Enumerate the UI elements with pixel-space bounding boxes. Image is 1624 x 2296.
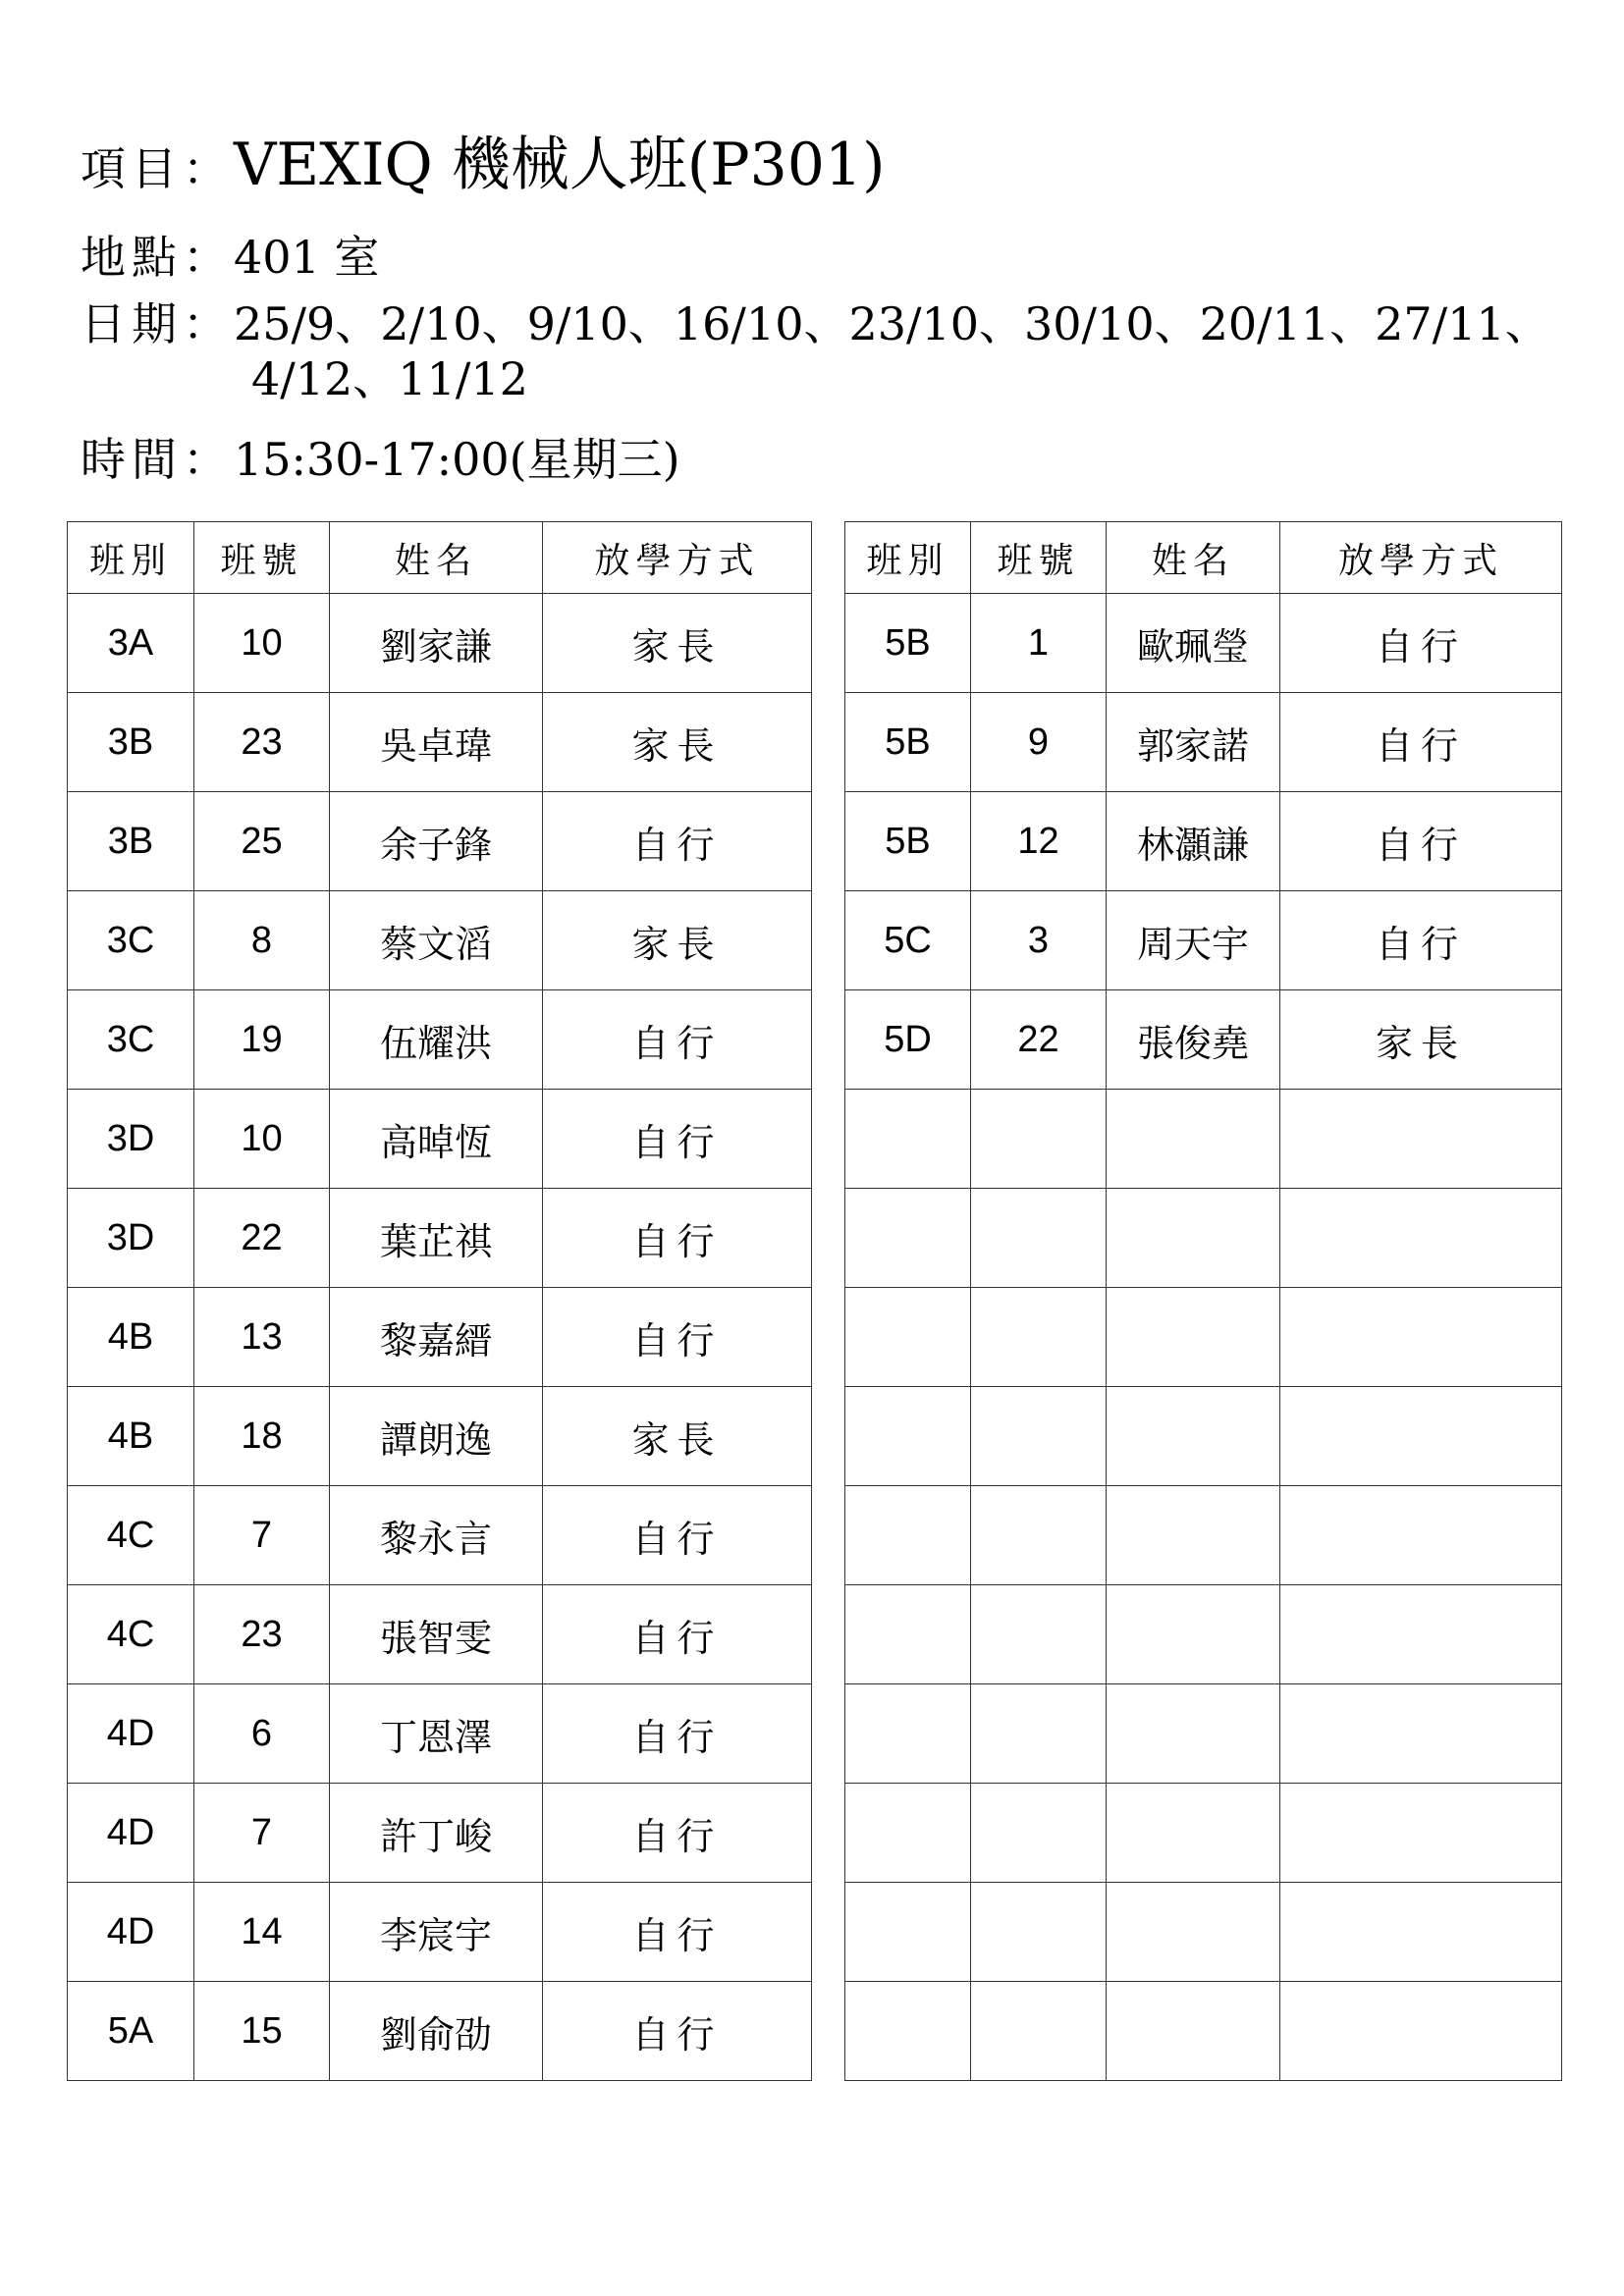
dismissal-cell: 自行 xyxy=(543,1982,812,2081)
roster-table-left xyxy=(67,521,812,2081)
class-cell xyxy=(845,1585,971,1684)
dismissal-cell: 自行 xyxy=(543,1189,812,1288)
table-row xyxy=(845,1486,1562,1585)
dismissal-cell xyxy=(1280,1883,1562,1982)
number-cell xyxy=(971,1982,1107,2081)
name-cell: 吳卓瑋 xyxy=(330,693,543,792)
column-header-class: 班別 xyxy=(845,522,971,594)
name-cell xyxy=(1107,1387,1280,1486)
name-cell: 高晫恆 xyxy=(330,1090,543,1189)
table-row xyxy=(845,990,1562,1090)
number-cell: 22 xyxy=(194,1189,330,1288)
class-cell: 5D xyxy=(845,990,971,1090)
class-cell xyxy=(845,1486,971,1585)
class-cell: 4B xyxy=(68,1288,194,1387)
class-cell: 4D xyxy=(68,1684,194,1784)
name-cell: 張俊堯 xyxy=(1107,990,1280,1090)
date-values-line-2: 4/12、11/12 xyxy=(251,352,528,405)
class-cell xyxy=(845,1684,971,1784)
name-cell: 黎嘉縉 xyxy=(330,1288,543,1387)
table-row xyxy=(845,1982,1562,2081)
table-row xyxy=(68,1982,812,2081)
table-row xyxy=(845,693,1562,792)
table-header-row xyxy=(845,522,1562,594)
name-cell xyxy=(1107,1288,1280,1387)
name-cell: 林灝謙 xyxy=(1107,792,1280,891)
column-header-dismissal: 放學方式 xyxy=(1280,522,1562,594)
project-title: VEXIQ 機械人班(P301) xyxy=(234,131,886,199)
class-cell: 3D xyxy=(68,1189,194,1288)
number-cell: 7 xyxy=(194,1784,330,1883)
class-cell xyxy=(845,1883,971,1982)
table-row xyxy=(68,1387,812,1486)
name-cell: 劉家謙 xyxy=(330,594,543,693)
table-row xyxy=(845,792,1562,891)
dismissal-cell: 自行 xyxy=(543,792,812,891)
date-values-line-1: 25/9、2/10、9/10、16/10、23/10、30/10、20/11、27/11、 xyxy=(234,297,1550,350)
time-line xyxy=(81,424,1553,487)
name-cell: 黎永言 xyxy=(330,1486,543,1585)
table-row xyxy=(845,891,1562,990)
table-row xyxy=(68,1784,812,1883)
number-cell: 10 xyxy=(194,594,330,693)
dismissal-cell xyxy=(1280,1288,1562,1387)
name-cell: 伍耀洪 xyxy=(330,990,543,1090)
name-cell: 張智雯 xyxy=(330,1585,543,1684)
number-cell: 14 xyxy=(194,1883,330,1982)
dismissal-cell: 自行 xyxy=(1280,891,1562,990)
number-cell: 3 xyxy=(971,891,1107,990)
number-cell xyxy=(971,1684,1107,1784)
roster-table-right xyxy=(844,521,1562,2081)
class-cell: 3D xyxy=(68,1090,194,1189)
dismissal-cell: 家長 xyxy=(1280,990,1562,1090)
name-cell: 丁恩澤 xyxy=(330,1684,543,1784)
dismissal-cell: 自行 xyxy=(543,1784,812,1883)
class-cell: 5B xyxy=(845,594,971,693)
name-cell xyxy=(1107,1883,1280,1982)
table-row xyxy=(845,1684,1562,1784)
table-row xyxy=(68,594,812,693)
name-cell xyxy=(1107,1486,1280,1585)
class-cell: 5C xyxy=(845,891,971,990)
class-cell: 3A xyxy=(68,594,194,693)
class-cell: 4B xyxy=(68,1387,194,1486)
name-cell xyxy=(1107,1684,1280,1784)
project-label: 項目： xyxy=(81,142,234,195)
class-cell xyxy=(845,1982,971,2081)
number-cell: 13 xyxy=(194,1288,330,1387)
table-row xyxy=(68,1090,812,1189)
dismissal-cell xyxy=(1280,1585,1562,1684)
table-row xyxy=(845,1784,1562,1883)
class-cell xyxy=(845,1387,971,1486)
name-cell: 劉俞劭 xyxy=(330,1982,543,2081)
class-cell xyxy=(845,1784,971,1883)
name-cell: 郭家諾 xyxy=(1107,693,1280,792)
name-cell xyxy=(1107,1585,1280,1684)
name-cell: 歐珮瑩 xyxy=(1107,594,1280,693)
table-row xyxy=(68,1486,812,1585)
table-row xyxy=(845,1883,1562,1982)
name-cell: 余子鋒 xyxy=(330,792,543,891)
class-cell: 3B xyxy=(68,792,194,891)
table-row xyxy=(68,1883,812,1982)
number-cell: 19 xyxy=(194,990,330,1090)
number-cell: 25 xyxy=(194,792,330,891)
time-value: 15:30-17:00(星期三) xyxy=(234,433,680,486)
table-row xyxy=(68,891,812,990)
number-cell xyxy=(971,1387,1107,1486)
number-cell: 23 xyxy=(194,1585,330,1684)
number-cell xyxy=(971,1288,1107,1387)
table-row xyxy=(845,1189,1562,1288)
number-cell: 1 xyxy=(971,594,1107,693)
dismissal-cell: 家長 xyxy=(543,693,812,792)
number-cell: 6 xyxy=(194,1684,330,1784)
name-cell xyxy=(1107,1189,1280,1288)
dismissal-cell: 自行 xyxy=(1280,693,1562,792)
roster-body-left xyxy=(68,594,812,2081)
number-cell: 12 xyxy=(971,792,1107,891)
class-cell: 5A xyxy=(68,1982,194,2081)
dismissal-cell xyxy=(1280,1090,1562,1189)
date-label: 日期： xyxy=(81,297,234,350)
number-cell: 23 xyxy=(194,693,330,792)
table-row xyxy=(845,1090,1562,1189)
dismissal-cell xyxy=(1280,1982,1562,2081)
project-line xyxy=(81,118,1553,212)
table-row xyxy=(68,1585,812,1684)
column-header-number: 班號 xyxy=(971,522,1107,594)
dismissal-cell: 家長 xyxy=(543,1387,812,1486)
name-cell: 李宸宇 xyxy=(330,1883,543,1982)
table-row xyxy=(845,1288,1562,1387)
dismissal-cell: 自行 xyxy=(543,990,812,1090)
name-cell xyxy=(1107,1784,1280,1883)
class-cell: 4C xyxy=(68,1486,194,1585)
name-cell xyxy=(1107,1090,1280,1189)
number-cell: 9 xyxy=(971,693,1107,792)
number-cell xyxy=(971,1784,1107,1883)
number-cell: 7 xyxy=(194,1486,330,1585)
name-cell: 周天宇 xyxy=(1107,891,1280,990)
dismissal-cell: 自行 xyxy=(543,1486,812,1585)
date-line xyxy=(81,289,1553,406)
class-cell xyxy=(845,1090,971,1189)
name-cell: 譚朗逸 xyxy=(330,1387,543,1486)
class-cell: 5B xyxy=(845,693,971,792)
number-cell: 8 xyxy=(194,891,330,990)
location-label: 地點： xyxy=(81,231,234,284)
class-cell xyxy=(845,1189,971,1288)
location-value: 401 室 xyxy=(234,231,380,284)
date-values xyxy=(234,296,1553,406)
table-row xyxy=(845,594,1562,693)
dismissal-cell: 自行 xyxy=(1280,594,1562,693)
table-row xyxy=(845,1387,1562,1486)
document-header xyxy=(81,118,1553,487)
dismissal-cell: 自行 xyxy=(543,1288,812,1387)
table-row xyxy=(68,990,812,1090)
class-cell: 3C xyxy=(68,891,194,990)
dismissal-cell xyxy=(1280,1189,1562,1288)
table-row xyxy=(845,1585,1562,1684)
number-cell: 22 xyxy=(971,990,1107,1090)
number-cell: 10 xyxy=(194,1090,330,1189)
dismissal-cell: 自行 xyxy=(543,1090,812,1189)
dismissal-cell xyxy=(1280,1486,1562,1585)
column-header-dismissal: 放學方式 xyxy=(543,522,812,594)
dismissal-cell: 自行 xyxy=(543,1684,812,1784)
class-cell: 4C xyxy=(68,1585,194,1684)
class-cell: 3C xyxy=(68,990,194,1090)
class-cell: 5B xyxy=(845,792,971,891)
dismissal-cell: 自行 xyxy=(1280,792,1562,891)
class-cell: 3B xyxy=(68,693,194,792)
dismissal-cell: 自行 xyxy=(543,1883,812,1982)
number-cell xyxy=(971,1090,1107,1189)
class-cell: 4D xyxy=(68,1883,194,1982)
dismissal-cell xyxy=(1280,1684,1562,1784)
number-cell: 18 xyxy=(194,1387,330,1486)
roster-body-right xyxy=(845,594,1562,2081)
table-row xyxy=(68,693,812,792)
dismissal-cell xyxy=(1280,1784,1562,1883)
number-cell xyxy=(971,1883,1107,1982)
class-cell: 4D xyxy=(68,1784,194,1883)
class-cell xyxy=(845,1288,971,1387)
dismissal-cell: 家長 xyxy=(543,594,812,693)
number-cell xyxy=(971,1486,1107,1585)
time-label: 時間： xyxy=(81,433,234,486)
location-line xyxy=(81,222,1553,285)
column-header-class: 班別 xyxy=(68,522,194,594)
column-header-name: 姓名 xyxy=(330,522,543,594)
name-cell: 蔡文滔 xyxy=(330,891,543,990)
table-row xyxy=(68,1684,812,1784)
column-header-number: 班號 xyxy=(194,522,330,594)
name-cell: 葉芷祺 xyxy=(330,1189,543,1288)
dismissal-cell: 自行 xyxy=(543,1585,812,1684)
number-cell xyxy=(971,1585,1107,1684)
number-cell xyxy=(971,1189,1107,1288)
table-row xyxy=(68,1288,812,1387)
table-header-row xyxy=(68,522,812,594)
column-header-name: 姓名 xyxy=(1107,522,1280,594)
dismissal-cell: 家長 xyxy=(543,891,812,990)
name-cell: 許丁峻 xyxy=(330,1784,543,1883)
name-cell xyxy=(1107,1982,1280,2081)
dismissal-cell xyxy=(1280,1387,1562,1486)
table-row xyxy=(68,1189,812,1288)
table-row xyxy=(68,792,812,891)
number-cell: 15 xyxy=(194,1982,330,2081)
